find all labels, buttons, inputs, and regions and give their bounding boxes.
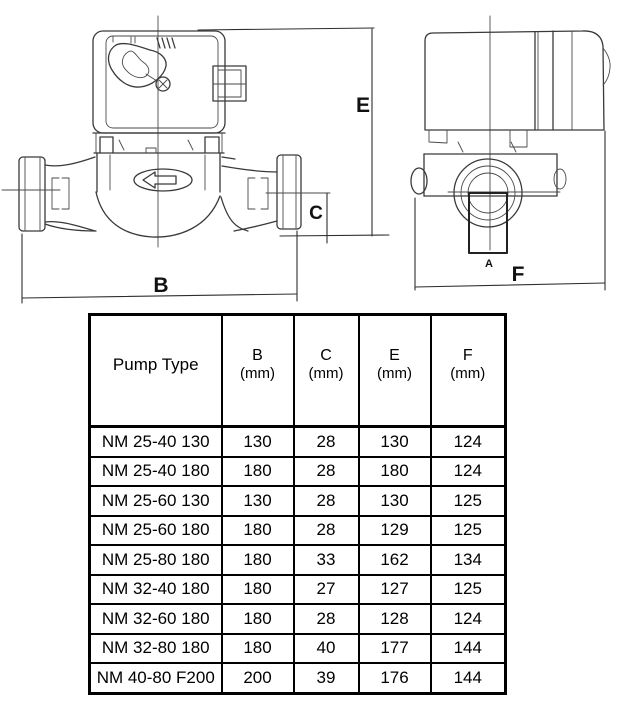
cell-c: 28 [294,427,359,457]
table-row [90,427,506,457]
cell-b: 180 [222,634,294,664]
side-port-right [554,169,566,189]
cell-c: 28 [294,604,359,634]
cable-gland-icon [603,48,610,85]
motor-body [425,31,610,152]
cell-f: 124 [431,427,506,457]
col-header-c [294,315,359,427]
dim-label-c: C [309,203,323,224]
col-header-e-letter: E [389,347,400,364]
cell-pump-type: NM 32-40 180 [90,575,222,605]
cell-b: 180 [222,457,294,487]
cell-e: 162 [359,545,431,575]
cell-pump-type: NM 25-60 130 [90,486,222,516]
col-header-f [431,315,506,427]
flow-direction-arrow-icon [143,172,176,188]
cell-b: 180 [222,575,294,605]
terminal-box [213,66,246,101]
port-stub [469,193,507,253]
cell-b: 130 [222,486,294,516]
front-view-drawing [411,16,610,290]
cell-pump-type: NM 25-40 180 [90,457,222,487]
suction-flange [448,159,560,270]
col-header-f-letter: F [462,347,473,364]
dim-label-f: F [511,263,525,286]
dim-label-b: B [153,274,169,297]
cell-c: 33 [294,545,359,575]
cell-c: 28 [294,457,359,487]
cell-pump-type: NM 40-80 F200 [90,663,222,693]
cell-f: 124 [431,457,506,487]
cell-pump-type: NM 32-80 180 [90,634,222,664]
cell-b: 180 [222,516,294,546]
pump-dimension-drawing [0,0,627,310]
cell-pump-type: NM 25-80 180 [90,545,222,575]
cell-e: 176 [359,663,431,693]
cell-e: 180 [359,457,431,487]
table-row [90,634,506,664]
cell-f: 125 [431,486,506,516]
col-header-f-unit: (mm) [450,365,486,382]
col-header-pump-type: Pump Type [90,315,222,427]
col-header-c-unit: (mm) [308,365,344,382]
dim-label-e: E [355,94,371,117]
cell-pump-type: NM 32-60 180 [90,604,222,634]
dimension-e [198,28,389,236]
cell-e: 129 [359,516,431,546]
dim-label-a: A [485,258,493,270]
cell-pump-type: NM 25-40 130 [90,427,222,457]
pump-housing [411,154,566,196]
cell-b: 200 [222,663,294,693]
cell-e: 130 [359,427,431,457]
dimension-f [415,131,605,290]
table-row [90,516,506,546]
cell-c: 39 [294,663,359,693]
cell-c: 27 [294,575,359,605]
cell-c: 28 [294,516,359,546]
cell-b: 130 [222,427,294,457]
cell-b: 180 [222,545,294,575]
cell-c: 28 [294,486,359,516]
cell-b: 180 [222,604,294,634]
table-row [90,604,506,634]
cell-pump-type: NM 25-60 180 [90,516,222,546]
cell-e: 177 [359,634,431,664]
table-row [90,457,506,487]
cell-e: 127 [359,575,431,605]
cell-f: 125 [431,516,506,546]
dimensions-table [88,313,507,695]
col-header-b [222,315,294,427]
header-row [90,315,506,427]
cell-f: 125 [431,575,506,605]
dimension-b [22,231,297,303]
side-view-drawing [2,16,389,303]
col-header-e [359,315,431,427]
vent-slits-icon [113,36,175,48]
col-header-b-letter: B [252,347,263,364]
table-row [90,545,506,575]
left-pipe-union [2,157,96,231]
cell-f: 144 [431,634,506,664]
col-header-e-unit: (mm) [377,365,412,382]
cell-c: 40 [294,634,359,664]
col-header-c-letter: C [320,347,332,364]
col-header-b-unit: (mm) [240,365,275,382]
cell-f: 134 [431,545,506,575]
cell-e: 130 [359,486,431,516]
cell-e: 128 [359,604,431,634]
motor-flange [93,133,225,153]
table-row [90,486,506,516]
cell-f: 124 [431,604,506,634]
table-row [90,663,506,693]
cell-f: 144 [431,663,506,693]
table-row [90,575,506,605]
